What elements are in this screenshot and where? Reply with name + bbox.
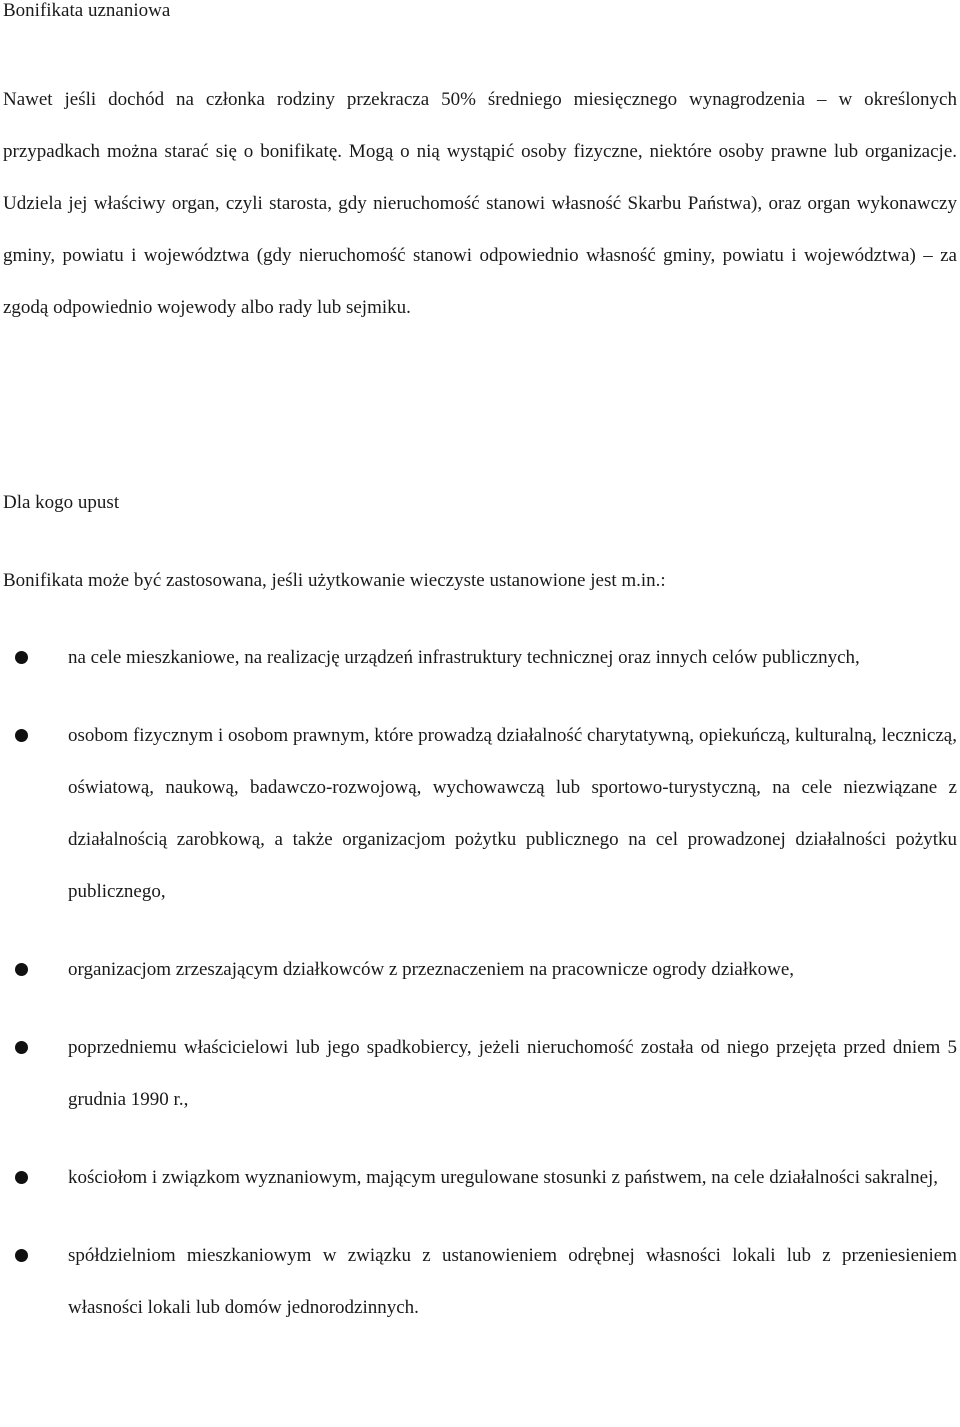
list-item [0, 632, 957, 684]
list-item [0, 710, 957, 918]
list-item [0, 944, 957, 996]
list-item [0, 1152, 957, 1204]
intro-paragraph: Nawet jeśli dochód na członka rodziny przekracza 50% średniego miesięcznego wynagrodzenia – w określonych przypadkach można starać się o bonifikatę. Mogą o nią wystąpić osoby fizyczne, niektóre osoby prawne lub organizacje. Udziela jej właściwy organ, czyli starosta, gdy nieruchomość stanowi własność Skarbu Państwa), oraz organ wykonawczy gminy, powiatu i województwa (gdy nieruchomość stanowi odpowiednio własność gminy, powiatu i województwa) – za zgodą odpowiednio wojewody albo rady lub sejmiku. [3, 89, 957, 318]
bullet-icon [15, 651, 28, 664]
section-heading: Dla kogo upust [3, 492, 120, 513]
list-item-text: organizacjom zrzeszającym działkowców z przeznaczeniem na pracownicze ogrody działkowe, [68, 959, 795, 980]
list-item-text: kościołom i związkom wyznaniowym, mającym uregulowane stosunki z państwem, na cele działalności sakralnej, [68, 1167, 939, 1188]
document-title: Bonifikata uznaniowa [3, 0, 171, 21]
bullet-icon [15, 729, 28, 742]
list-item [0, 1022, 957, 1126]
list-lead-text: Bonifikata może być zastosowana, jeśli użytkowanie wieczyste ustanowione jest m.in.: [3, 570, 666, 591]
bullet-icon [15, 963, 28, 976]
list-item-text: osobom fizycznym i osobom prawnym, które prowadzą działalność charytatywną, opiekuńczą, kulturalną, leczniczą, oświatową, naukową, badawczo-rozwojową, wychowawczą lub sportowo-turystyczną, na cele niezwiązane z działalnością zarobkową, a także organizacjom pożytku publicznego na cel prowadzonej działalności pożytku publicznego, [68, 725, 957, 902]
list-item-text: na cele mieszkaniowe, na realizację urządzeń infrastruktury technicznej oraz innych celów publicznych, [68, 647, 860, 668]
bullet-icon [15, 1171, 28, 1184]
bullet-icon [15, 1249, 28, 1262]
bullet-list [0, 632, 960, 1360]
bullet-icon [15, 1041, 28, 1054]
list-item-text: poprzedniemu właścicielowi lub jego spadkobiercy, jeżeli nieruchomość została od niego przejęta przed dniem 5 grudnia 1990 r., [68, 1037, 957, 1110]
list-item-text: spółdzielniom mieszkaniowym w związku z ustanowieniem odrębnej własności lokali lub z przeniesieniem własności lokali lub domów jednorodzinnych. [68, 1245, 957, 1318]
list-item [0, 1230, 957, 1334]
